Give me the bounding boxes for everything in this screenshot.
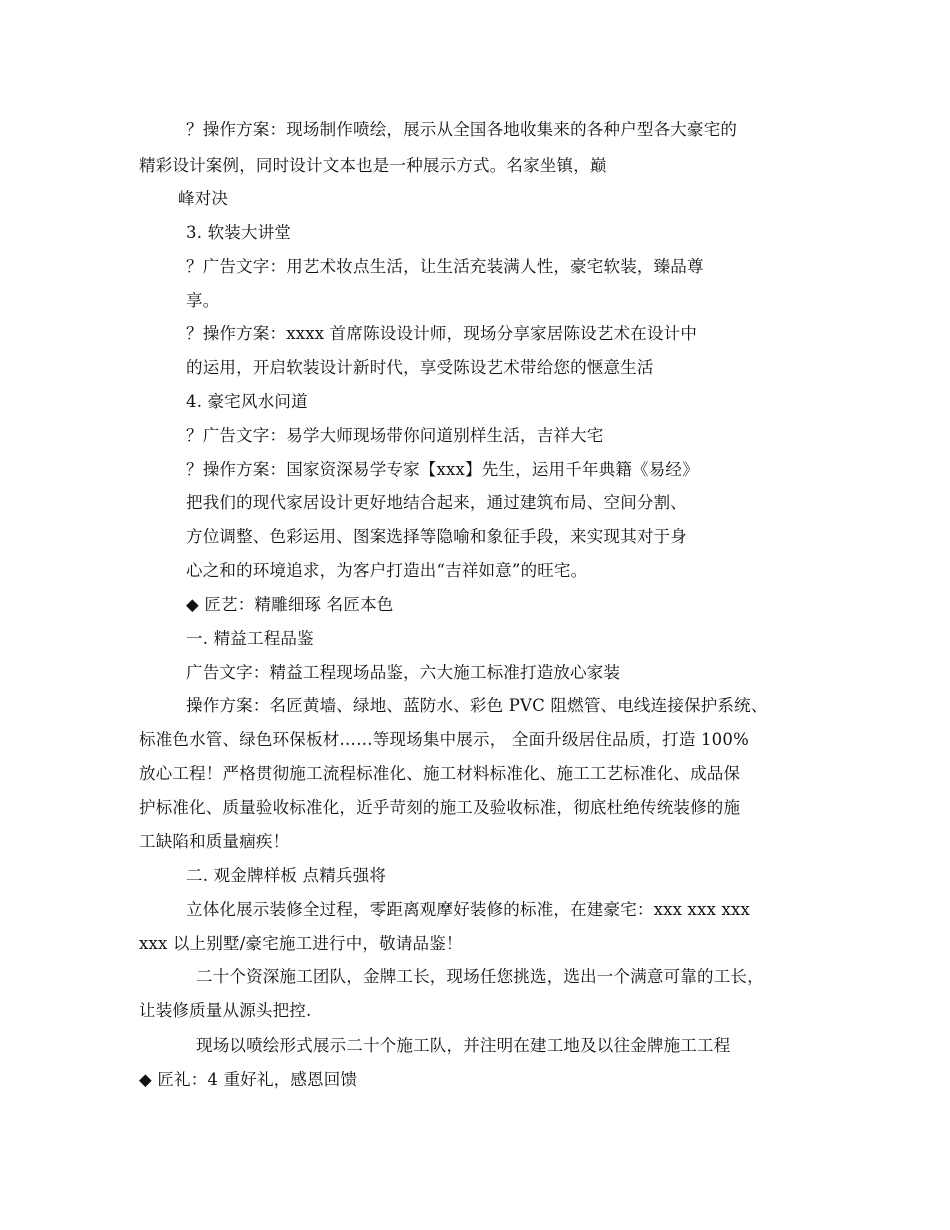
text-line-11: ？操作方案：国家资深易学专家【xxx】先生，运用千年典籍《易经》: [186, 460, 699, 479]
text-line-12: 把我们的现代家居设计更好地结合起来，通过建筑布局、空间分割、: [186, 493, 687, 512]
text-line-13: 方位调整、色彩运用、图案选择等隐喻和象征手段，来实现其对于身: [186, 527, 687, 546]
text-line-17: 广告文字：精益工程现场品鉴，六大施工标准打造放心家装: [186, 663, 621, 682]
heading-gifts: ◆ 匠礼：4 重好礼，感恩回馈: [139, 1070, 358, 1089]
text-line-1: ？操作方案：现场制作喷绘，展示从全国各地收集来的各种户型各大豪宅的: [186, 120, 738, 139]
text-line-26: 二十个资深施工团队，金牌工长，现场任您挑选，选出一个满意可靠的工长，: [196, 967, 764, 986]
text-line-24: 立体化展示装修全过程，零距离观摩好装修的标准，在建豪宅：xxx xxx xxx: [186, 900, 751, 919]
text-line-6: 享。: [186, 291, 220, 310]
heading-feng-shui: 4. 豪宅风水问道: [186, 392, 308, 411]
text-line-28: 现场以喷绘形式展示二十个施工队，并注明在建工地及以往金牌施工工程: [196, 1036, 731, 1055]
text-line-19: 标准色水管、绿色环保板材……等现场集中展示， 全面升级居住品质，打造 100%: [139, 730, 749, 749]
text-line-20: 放心工程！严格贯彻施工流程标准化、施工材料标准化、施工工艺标准化、成品保: [139, 764, 741, 783]
heading-gold-sample: 二. 观金牌样板 点精兵强将: [186, 866, 387, 885]
text-line-22: 工缺陷和质量痼疾！: [139, 832, 290, 851]
text-line-2: 精彩设计案例，同时设计文本也是一种展示方式。名家坐镇，巅: [139, 156, 607, 175]
heading-soft-decoration: 3. 软装大讲堂: [186, 223, 292, 242]
text-line-21: 护标准化、质量验收标准化，近乎苛刻的施工及验收标准，彻底杜绝传统装修的施: [139, 798, 741, 817]
text-line-10: ？广告文字：易学大师现场带你问道别样生活，吉祥大宅: [186, 426, 604, 445]
text-line-27: 让装修质量从源头把控.: [139, 1001, 312, 1020]
text-line-8: 的运用，开启软装设计新时代，享受陈设艺术带给您的惬意生活: [186, 358, 654, 377]
text-line-25: xxx 以上别墅/豪宅施工进行中，敬请品鉴！: [139, 934, 463, 953]
text-line-7: ？操作方案：xxxx 首席陈设设计师，现场分享家居陈设艺术在设计中: [186, 324, 698, 343]
heading-craft: ◆ 匠艺：精雕细琢 名匠本色: [186, 595, 394, 614]
text-line-14: 心之和的环境追求，为客户打造出“吉祥如意”的旺宅。: [186, 561, 588, 580]
text-line-3: 峰对决: [178, 189, 229, 208]
text-line-5: ？广告文字：用艺术妆点生活，让生活充装满人性，豪宅软装，臻品尊: [186, 257, 704, 276]
text-line-18: 操作方案：名匠黄墙、绿地、蓝防水、彩色 PVC 阻燃管、电线连接保护系统、: [186, 696, 768, 715]
heading-engineering: 一. 精益工程品鉴: [186, 629, 314, 648]
